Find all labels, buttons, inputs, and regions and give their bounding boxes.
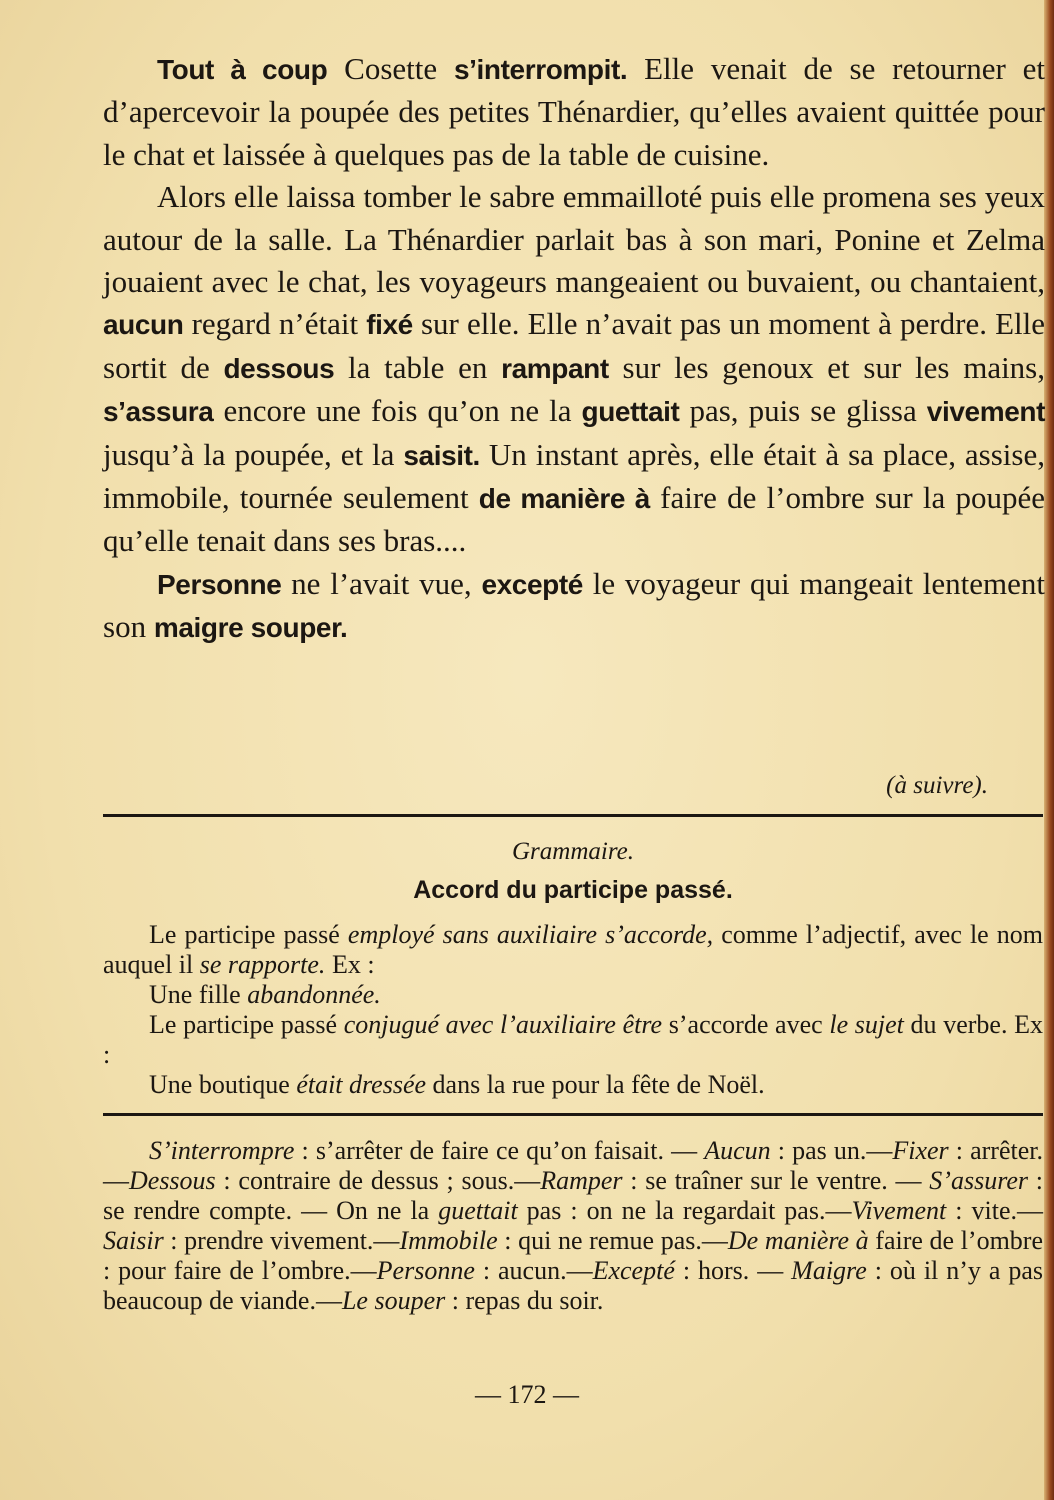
vocab-term: Maigre	[791, 1256, 867, 1285]
keyword: s’interrompit.	[453, 54, 628, 85]
italic-run: conjugué avec l’auxiliaire être	[343, 1010, 663, 1039]
text-run: dans la rue pour la fête de Noël.	[426, 1070, 765, 1099]
keyword: guettait	[581, 396, 680, 428]
vocab-term: Vivement	[851, 1196, 947, 1225]
vocab-term: Saisir	[103, 1226, 164, 1255]
vocab-definition: : vite.—	[946, 1196, 1043, 1225]
text-run: jusqu’à la poupée, et la	[103, 436, 404, 472]
grammar-section-title: Grammaire.	[512, 838, 634, 865]
divider-rule	[103, 1113, 1043, 1116]
vocab-term: Fixer	[892, 1136, 949, 1165]
text-run: comme l’adjectif, avec le nom auquel il	[103, 920, 1043, 979]
italic-run: abandonnée.	[247, 980, 381, 1009]
vocab-definition: : prendre vivement.—	[163, 1226, 400, 1255]
text-run: le voyageur qui mangeait lentement son	[103, 565, 1045, 645]
vocab-term: S’assurer	[929, 1166, 1029, 1195]
vocab-definition: : repas du soir.	[445, 1286, 604, 1315]
vocab-term: Personne	[376, 1256, 475, 1285]
grammar-rules	[103, 920, 1043, 1100]
vocab-definition: : arrêter.—	[103, 1136, 1043, 1195]
italic-run: était dressée	[296, 1070, 427, 1099]
vocab-definition: : hors. —	[674, 1256, 792, 1285]
vocab-term: Excepté	[592, 1256, 675, 1285]
vocab-term: Immobile	[399, 1226, 498, 1255]
text-run: la table en	[334, 349, 502, 385]
text-run: Elle venait de se retourner et d’apercevoir la poupée des petites Thénardier, qu’elles avaient quittée pour le chat et laissée à quelques pas de la table de cuisine.	[103, 51, 1045, 172]
text-run: encore une fois qu’on ne la	[213, 393, 582, 429]
story-paragraph-1	[103, 48, 1045, 176]
keyword: dessous	[223, 352, 335, 384]
vocab-definition: : pas un.—	[770, 1136, 893, 1165]
keyword: s’assura	[103, 396, 214, 428]
keyword: fixé	[366, 309, 413, 341]
to-be-continued: (à suivre).	[886, 772, 988, 799]
vocab-definition: pas : on ne la regardait pas.—	[517, 1196, 852, 1225]
vocab-definition: : où il n’y a pas beaucoup de viande.—	[103, 1256, 1043, 1315]
text-run: Le participe passé	[149, 1010, 344, 1039]
grammar-heading: Accord du participe passé.	[413, 876, 733, 904]
vocab-definition: : aucun.—	[474, 1256, 593, 1285]
vocab-term: De manière à	[727, 1226, 869, 1255]
text-run: s’accorde avec	[662, 1010, 830, 1039]
keyword: Tout à coup	[157, 54, 328, 85]
grammar-rule-2	[103, 1010, 1043, 1070]
page-edge	[1044, 0, 1054, 1500]
page-number: — 172 —	[475, 1380, 579, 1409]
vocab-term: Le souper	[341, 1286, 446, 1315]
vocab-definition: : se rendre compte. — On ne la	[103, 1166, 1043, 1225]
vocab-term: S’interrompre	[149, 1136, 295, 1165]
text-run: faire de l’ombre sur la poupée qu’elle tenait dans ses bras....	[103, 480, 1045, 559]
keyword: rampant	[501, 352, 609, 384]
text-run: Une boutique	[149, 1070, 297, 1099]
divider-rule	[103, 814, 1043, 817]
story-text	[103, 48, 1045, 650]
vocab-term: Dessous	[129, 1166, 216, 1195]
vocab-definition: : qui ne remue pas.—	[497, 1226, 728, 1255]
text-run: pas, puis se glissa	[679, 393, 927, 429]
vocabulary-notes	[103, 1136, 1043, 1316]
keyword: saisit.	[403, 439, 480, 471]
grammar-example-2	[103, 1070, 1043, 1100]
vocab-definition: : se traîner sur le ventre. —	[622, 1166, 930, 1195]
keyword: excepté	[481, 568, 583, 600]
vocab-term: Aucun	[704, 1136, 771, 1165]
text-run: sur elle. Elle n’avait pas un moment à perdre. Elle sortit de	[103, 306, 1045, 385]
vocab-definition: faire de l’ombre : pour faire de l’ombre.—	[103, 1226, 1044, 1285]
text-run: Le participe passé	[149, 920, 348, 949]
story-paragraph-3	[103, 563, 1045, 650]
vocab-term: Ramper	[540, 1166, 623, 1195]
vocab-term: guettait	[438, 1196, 518, 1225]
italic-run: se rapporte.	[199, 950, 326, 979]
grammar-rule-1	[103, 920, 1043, 980]
text-run: sur les genoux et sur les mains,	[608, 349, 1045, 385]
text-run: Un instant après, elle était à sa place, assise, immobile, tournée seulement	[103, 436, 1045, 516]
grammar-example-1	[103, 980, 1043, 1010]
text-run: Alors elle laissa tomber le sabre emmailloté puis elle promena ses yeux autour de la salle. La Thénardier parlait bas à son mari, Ponine et Zelma jouaient avec le chat, les voyageurs mangeaient ou buvaient, ou chantaient,	[103, 179, 1045, 300]
italic-run: le sujet	[829, 1010, 904, 1039]
text-run: du verbe. Ex :	[103, 1010, 1044, 1069]
text-run: Ex :	[325, 950, 375, 979]
keyword: maigre souper.	[153, 612, 348, 644]
italic-run: employé sans auxiliaire s’accorde,	[347, 920, 714, 949]
text-run: Cosette	[327, 51, 454, 86]
story-paragraph-2	[103, 176, 1045, 563]
text-run: ne l’avait vue,	[281, 565, 482, 601]
keyword: aucun	[103, 309, 184, 341]
text-run: regard n’était	[183, 306, 367, 342]
vocabulary-paragraph	[103, 1136, 1043, 1316]
text-run: Une fille	[149, 980, 248, 1009]
keyword: Personne	[157, 568, 282, 600]
vocab-definition: : s’arrêter de faire ce qu’on faisait. —	[294, 1136, 705, 1165]
keyword: de manière à	[478, 483, 650, 515]
vocab-definition: : contraire de dessus ; sous.—	[215, 1166, 541, 1195]
keyword: vivement	[926, 396, 1045, 428]
